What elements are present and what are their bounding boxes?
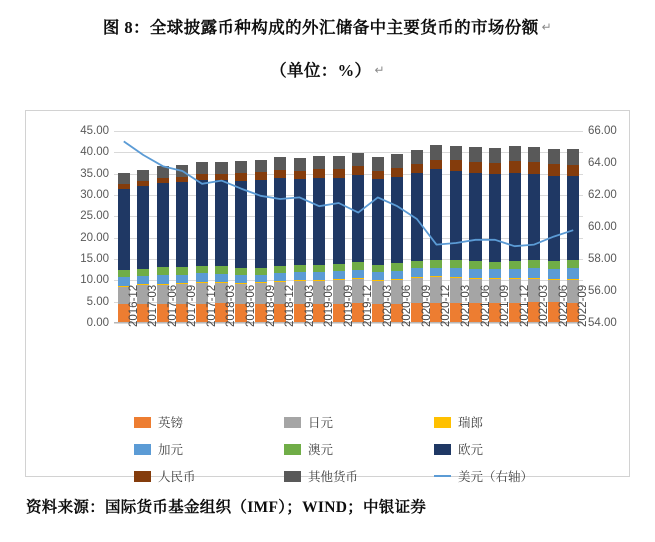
y-tick-right: 54.00 <box>588 317 617 329</box>
x-tick-label: 2021-12 <box>518 284 531 327</box>
x-tick-label: 2022-06 <box>557 284 570 327</box>
x-tick-label: 2021-06 <box>479 284 492 327</box>
legend-label: 日元 <box>308 416 334 430</box>
legend-label: 英镑 <box>158 416 184 430</box>
legend-swatch <box>284 471 301 482</box>
x-tick-label: 2017-12 <box>205 284 218 327</box>
legend-label: 人民币 <box>158 470 196 484</box>
x-tick-label: 2019-09 <box>342 284 355 327</box>
x-tick-label: 2018-12 <box>284 284 297 327</box>
y-axis-left <box>54 125 109 329</box>
line-path <box>124 141 573 246</box>
x-tick-label: 2019-12 <box>362 284 375 327</box>
legend-item[interactable] <box>434 411 483 433</box>
y-tick-left: 10.00 <box>80 274 109 287</box>
x-tick-label: 2022-09 <box>577 284 590 327</box>
legend-item[interactable] <box>284 438 333 460</box>
legend-swatch <box>134 417 151 428</box>
title-text-main: 图 8：全球披露币种构成的外汇储备中主要货币的市场份额 <box>102 18 539 37</box>
x-tick-label: 2017-03 <box>147 284 160 327</box>
y-tick-left: 45.00 <box>80 125 109 137</box>
legend-item[interactable] <box>434 438 483 460</box>
legend-swatch <box>134 444 151 455</box>
y-tick-right: 56.00 <box>588 285 617 297</box>
source-note: 资料来源：国际货币基金组织（IMF）；WIND；中银证券 <box>26 499 427 516</box>
x-tick-label: 2021-03 <box>459 284 472 327</box>
legend-item[interactable] <box>284 465 358 487</box>
chart-legend <box>134 411 564 484</box>
y-tick-left: 20.00 <box>80 231 109 244</box>
legend-swatch <box>284 444 301 455</box>
legend-label: 加元 <box>158 443 184 457</box>
legend-label: 欧元 <box>458 443 484 457</box>
y-tick-right: 60.00 <box>588 221 617 233</box>
legend-label: 澳元 <box>308 443 334 457</box>
legend-swatch <box>134 471 151 482</box>
x-tick-label: 2018-09 <box>264 284 277 327</box>
paragraph-mark: ↵ <box>541 20 553 34</box>
legend-item[interactable] <box>134 438 183 460</box>
x-tick-label: 2017-09 <box>186 284 199 327</box>
x-tick-label: 2020-12 <box>440 284 453 327</box>
y-tick-left: 15.00 <box>80 253 109 265</box>
x-tick-label: 2018-06 <box>245 284 258 327</box>
y-tick-right: 62.00 <box>588 189 617 201</box>
title-line-1 <box>0 14 655 41</box>
x-tick-label: 2020-09 <box>420 284 433 327</box>
figure-title <box>0 14 655 84</box>
paragraph-mark-2: ↵ <box>374 63 385 77</box>
legend-item[interactable] <box>434 465 533 487</box>
x-axis-labels <box>114 284 590 407</box>
y-tick-right: 58.00 <box>588 253 617 265</box>
x-tick-label: 2019-03 <box>303 284 316 327</box>
legend-swatch <box>434 417 451 428</box>
y-tick-left: 30.00 <box>80 189 109 201</box>
x-tick-label: 2017-06 <box>166 284 179 327</box>
legend-swatch <box>434 444 451 455</box>
y-tick-left: 0.00 <box>86 317 109 329</box>
title-text-unit: （单位：%） <box>270 61 372 80</box>
legend-swatch <box>434 475 451 477</box>
legend-item[interactable] <box>134 411 183 433</box>
legend-label: 其他货币 <box>308 470 359 484</box>
legend-label: 美元（右轴） <box>458 470 534 484</box>
legend-item[interactable] <box>134 465 196 487</box>
x-tick-label: 2021-09 <box>499 284 512 327</box>
y-axis-right <box>588 125 638 329</box>
y-tick-left: 5.00 <box>86 295 109 308</box>
x-tick-label: 2018-03 <box>225 284 238 327</box>
y-tick-right: 64.00 <box>588 157 617 169</box>
x-tick-label: 2016-12 <box>127 284 140 327</box>
y-tick-right: 66.00 <box>588 125 617 137</box>
x-tick-label: 2020-03 <box>381 284 394 327</box>
y-tick-left: 25.00 <box>80 210 109 223</box>
x-tick-label: 2022-03 <box>538 284 551 327</box>
y-tick-left: 35.00 <box>80 167 109 180</box>
x-tick-label: 2019-06 <box>323 284 336 327</box>
title-line-2 <box>0 57 655 84</box>
legend-swatch <box>284 417 301 428</box>
legend-item[interactable] <box>284 411 333 433</box>
legend-label: 瑞郎 <box>458 416 484 430</box>
y-tick-left: 40.00 <box>80 146 109 159</box>
chart-container <box>25 110 630 484</box>
x-tick-label: 2020-06 <box>401 284 414 327</box>
